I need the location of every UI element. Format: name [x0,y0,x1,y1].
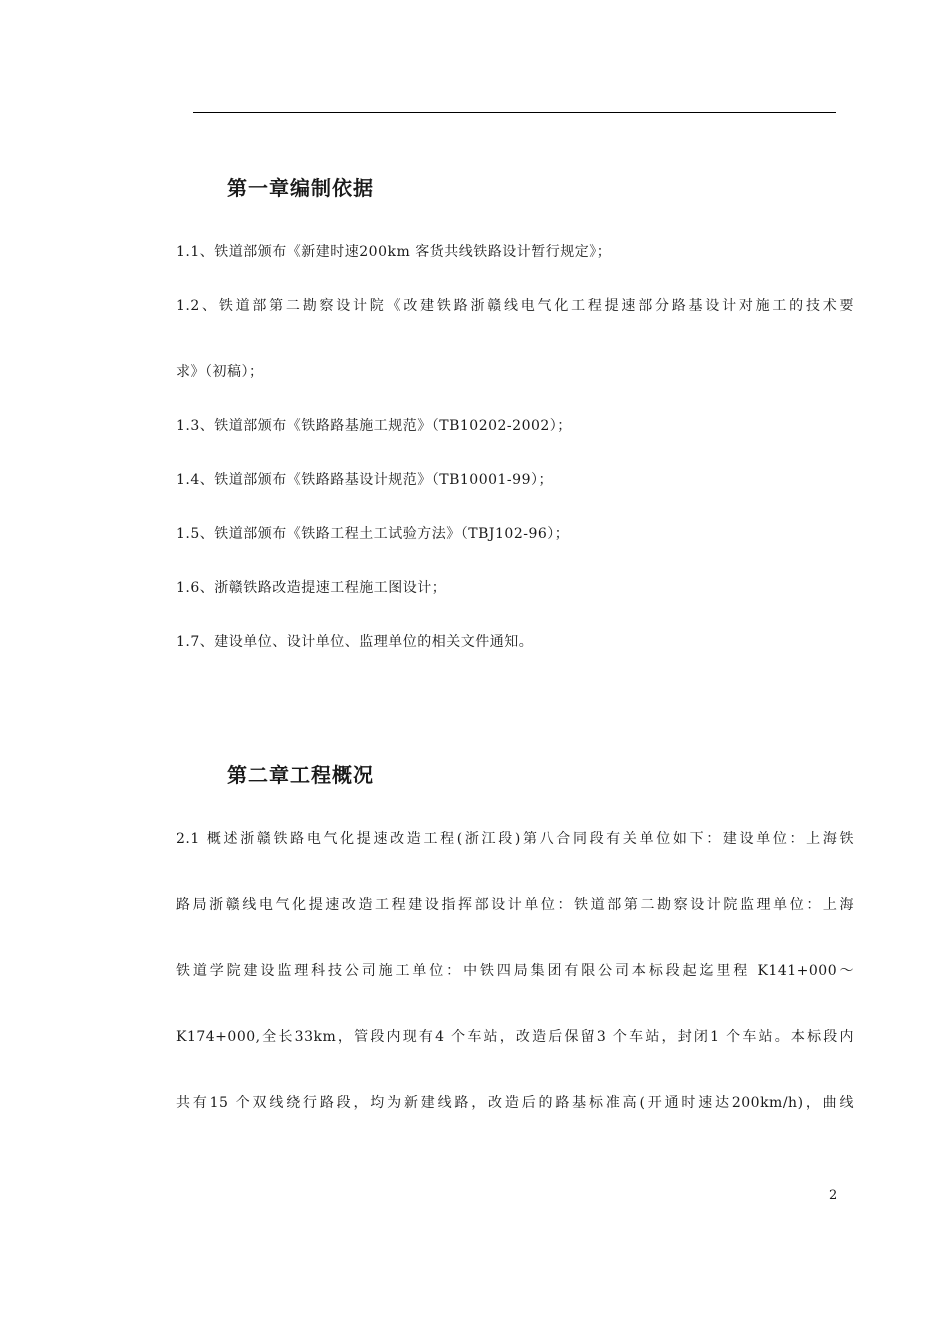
header-rule [193,112,836,113]
chapter1-heading: 第一章编制依据 [227,176,374,200]
ch1-item-2-cont: 求》（初稿）； [176,364,264,380]
ch1-item-6: 1.6、浙赣铁路改造提速工程施工图设计； [176,580,447,596]
ch1-item-2: 1.2、铁道部第二勘察设计院《改建铁路浙赣线电气化工程提速部分路基设计对施工的技术要 [176,298,854,314]
ch1-item-5: 1.5、铁道部颁布《铁路工程土工试验方法》（TBJ102-96）； [176,526,570,542]
page-number: 2 [829,1188,838,1203]
ch1-item-7: 1.7、建设单位、设计单位、监理单位的相关文件通知。 [176,634,534,650]
ch1-item-3: 1.3、铁道部颁布《铁路路基施工规范》（TB10202-2002）； [176,418,572,434]
chapter2-heading: 第二章工程概况 [227,763,374,787]
ch1-item-1: 1.1、铁道部颁布《新建时速200km 客货共线铁路设计暂行规定》； [176,244,612,260]
ch2-line-2: 路局浙赣线电气化提速改造工程建设指挥部设计单位：铁道部第二勘察设计院监理单位：上海 [176,897,854,913]
ch2-line-1: 2.1 概述浙赣铁路电气化提速改造工程(浙江段)第八合同段有关单位如下：建设单位：上海铁 [176,831,854,847]
ch1-item-4: 1.4、铁道部颁布《铁路路基设计规范》（TB10001-99）； [176,472,553,488]
ch2-line-5: 共有15 个双线绕行路段，均为新建线路，改造后的路基标准高(开通时速达200km/h)，曲线 [176,1095,854,1111]
ch2-line-4: K174+000,全长33km，管段内现有4 个车站，改造后保留3 个车站，封闭1 个车站。本标段内 [176,1029,854,1045]
ch2-line-3: 铁道学院建设监理科技公司施工单位：中铁四局集团有限公司本标段起迄里程 K141+000～ [176,963,854,979]
